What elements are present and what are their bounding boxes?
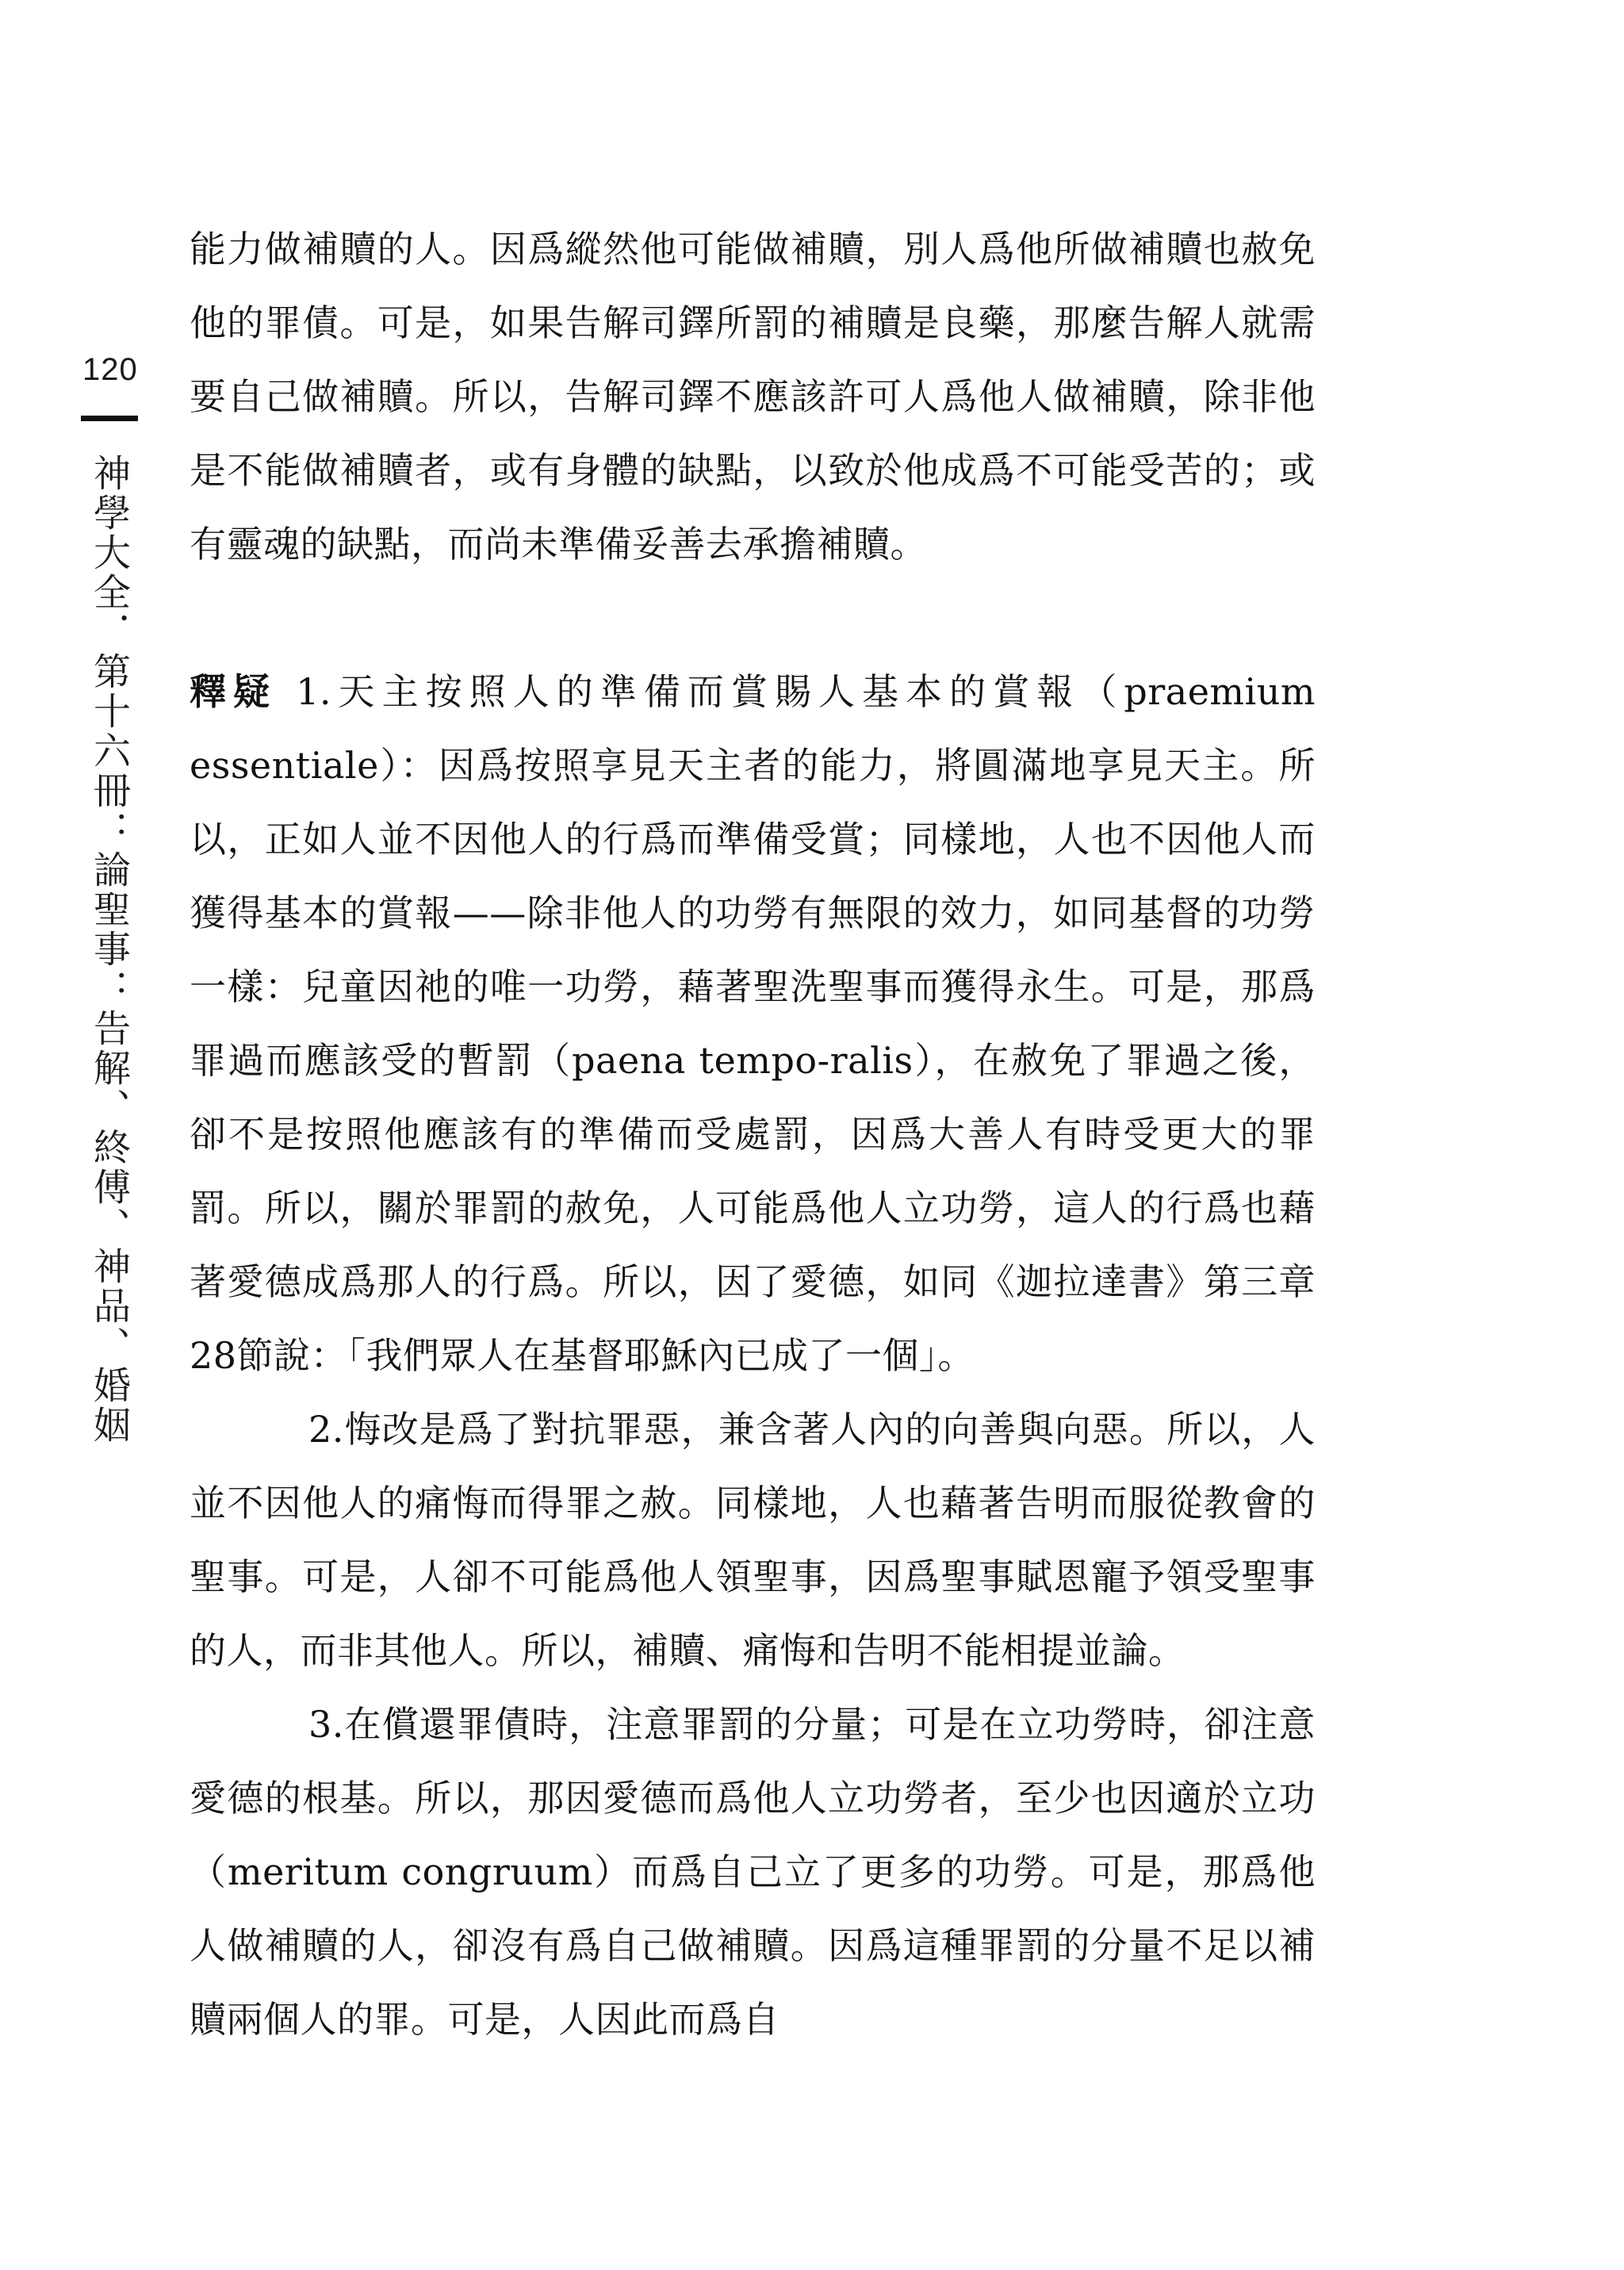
reply-paragraph-2: 2.悔改是爲了對抗罪惡，兼含著人內的向善與向惡。所以，人並不因他人的痛悔而得罪之赦。同樣地，人也藉著告明而服從教會的聖事。可是，人卻不可能爲他人領聖事，因爲聖事賦恩寵予領受聖事的人，而非其他人。所以，補贖、痛悔和告明不能相提並論。 (190, 1408, 1316, 1672)
reply-1-text: 1.天主按照人的準備而賞賜人基本的賞報（praemium essentiale）：因爲按照享見天主者的能力，將圓滿地享見天主。所以，正如人並不因他人的行爲而準備受賞；同樣地，人也不因他人而獲得基本的賞報——除非他人的功勞有無限的效力，如同基督的功勞一樣：兒童因祂的唯一功勞，藉著聖洗聖事而獲得永生。可是，那爲罪過而應該受的暫罰（paena tempo-ralis），在赦免了罪過之後，卻不是按照他應該有的準備而受處罰，因爲大善人有時受更大的罪罰。所以，關於罪罰的赦免，人可能爲他人立功勞，這人的行爲也藉著愛德成爲那人的行爲。所以，因了愛德，如同《迦拉達書》第三章28節說：「我們眾人在基督耶穌內已成了一個」。 (190, 670, 1316, 1377)
page-number: 120 (82, 352, 138, 387)
reply-paragraph-1 (190, 655, 1316, 1393)
paragraph-gap (190, 581, 1316, 655)
running-head: 神學大全．第十六冊：論聖事：告解、終傅、神品、婚姻 (87, 454, 131, 1445)
paragraph-continuation: 能力做補贖的人。因爲縱然他可能做補贖，別人爲他所做補贖也赦免他的罪債。可是，如果告解司鐸所罰的補贖是良藥，那麼告解人就需要自己做補贖。所以，告解司鐸不應該許可人爲他人做補贖，除非他是不能做補贖者，或有身體的缺點，以致於他成爲不可能受苦的；或有靈魂的缺點，而尚未準備妥善去承擔補贖。 (190, 228, 1316, 566)
body-text (190, 213, 1316, 2057)
reply-label: 釋疑 (190, 670, 278, 713)
reply-paragraph-3: 3.在償還罪債時，注意罪罰的分量；可是在立功勞時，卻注意愛德的根基。所以，那因愛德而爲他人立功勞者，至少也因適於立功（meritum congruum）而爲自己立了更多的功勞。可是，那爲他人做補贖的人，卻沒有爲自己做補贖。因爲這種罪罰的分量不足以補贖兩個人的罪。可是，人因此而爲自 (190, 1703, 1316, 2041)
margin-rule (81, 416, 138, 421)
